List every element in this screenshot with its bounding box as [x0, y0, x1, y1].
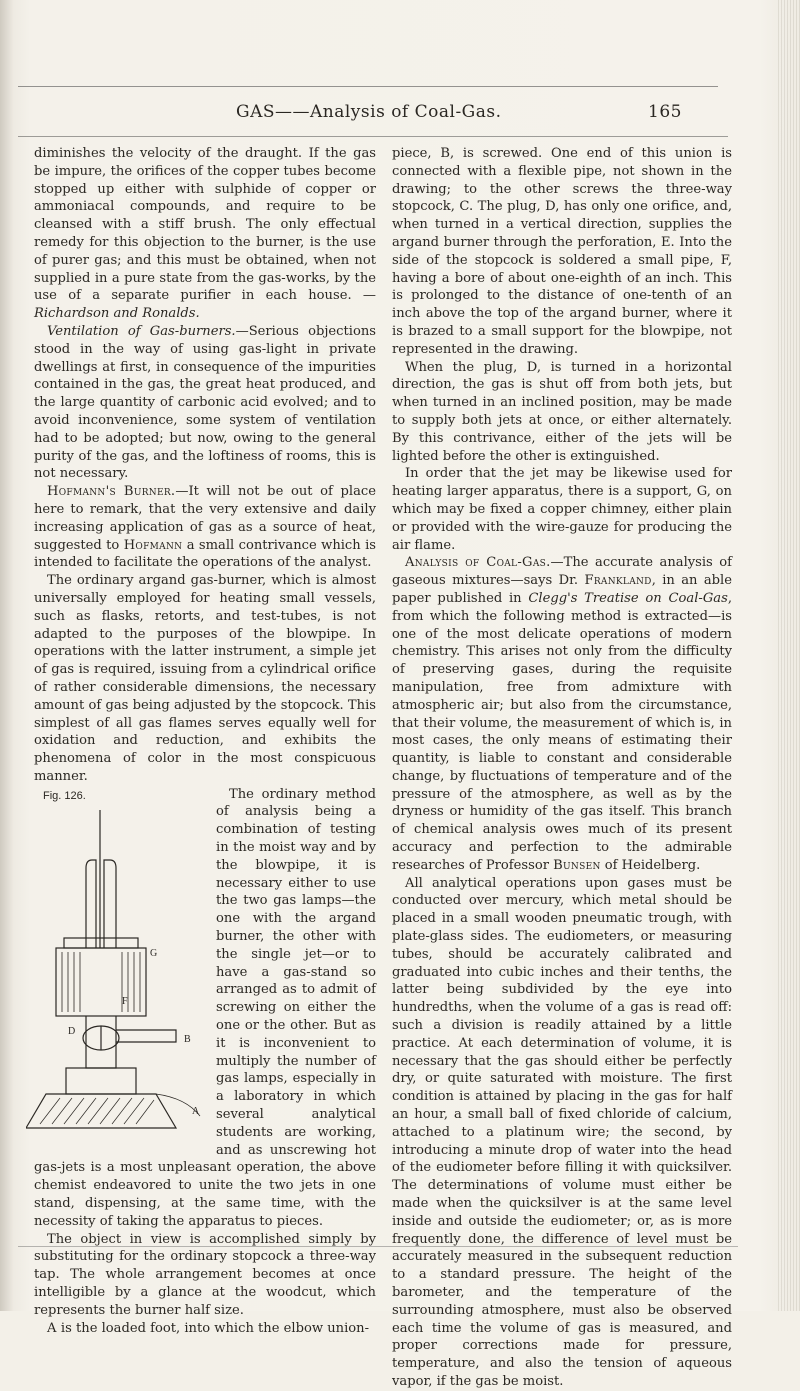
work-title: Clegg's Treatise on Coal-Gas — [528, 590, 728, 606]
paragraph: diminishes the velocity of the draught. If the gas be impure, the orifices of the copper tubes become stopped up either with sulphide of copper or ammoniacal compounds, and require to be cleansed with a stiff brush. The only effectual remedy for this objection to the burner, is the use of purer gas; and this must be obtained, when not supplied in a pure state from the gas-works, by the use of a separate purifier in each house. —Richardson and Ronalds. — [34, 146, 376, 322]
union-pipe — [116, 1030, 176, 1042]
person-name: Hofmann — [123, 537, 183, 553]
header-rule — [18, 136, 728, 137]
person-name: Bunsen — [553, 857, 601, 873]
figure-label: Fig. 126. — [43, 789, 86, 802]
person-name: Frankland — [584, 573, 652, 589]
running-title: GAS——Analysis of Coal-Gas. — [236, 102, 502, 122]
callout-g: G — [150, 947, 158, 959]
page-number: 165 — [648, 102, 682, 122]
paragraph: The object in view is accomplished simply by substituting for the ordinary stopcock a three-way tap. The whole arrangement becomes at once intelligible by a glance at the woodcut, which represents the burner half size. — [34, 1231, 376, 1318]
paragraph: Hofmann's Burner.—It will not be out of place here to remark, that the very extensive and daily increasing application of gas as a source of heat, suggested to Hofmann a small contrivance which is intended to facilitate the operations of the analyst. — [34, 484, 377, 571]
top-rule — [18, 86, 718, 87]
callout-a: A — [192, 1105, 200, 1117]
paragraph: The ordinary argand gas-burner, which is almost universally employed for heating small vessels, such as flasks, retorts, and test-tubes, is not adapted to the purposes of the blowpipe. In operations with the latter instrument, a simple jet of gas is required, issuing from a cylindrical orifice of rather considerable dimensions, the necessary amount of gas being adjusted by the stopcock. This simplest of all gas flames serves equally well for oxidation and reduction, and exhibits the phenomena of color in the most conspicuous manner. — [34, 573, 376, 784]
chimney-support — [56, 948, 146, 1016]
page-binding-shadow — [0, 0, 14, 1311]
callout-f: F — [122, 995, 128, 1007]
bottom-rule — [18, 1246, 738, 1247]
citation: Richardson and Ronalds. — [34, 306, 200, 322]
paragraph: Analysis of Coal-Gas.—The accurate analysis of gaseous mixtures—says Dr. Frankland, in an able paper published in Clegg's Treatise on Coal-Gas, from which the following method is extracted—is one of the most delicate operations of modern chemistry. This arises not only from the difficulty of preserving gases, during the requisite manipulation, free from admixture with atmospheric air; but also from the circumstance, that their volume, the measurement of which is, in most cases, the only means of estimating their quantity, is liable to constant and considerable change, by fluctuations of temperature and of the pressure of the atmosphere, as well as by the dryness or humidity of the gas itself. This branch of chemical analysis owes much of its present accuracy and perfection to the admirable researches of Professor Bunsen of Heidelberg. — [392, 555, 732, 873]
paragraph: Fig. 126. G F D B A The ordinary method of analysis being a combination of testing in the moist way and by the blowpipe, it is necessary either to use the two gas lamps—the one with the argand burner, the other with the single jet—or to have a gas-stand so arranged as to admit of screwing on either the one or the other. But as it is inconvenient to multiply the number of gas lamps, especially in a laboratory in which several analytical students are working, and as unscrewing hot gas-jets is a most unpleasant operation, the above chemist endeavored to unite the two jets in one stand, dispensing, at the same time, with the necessity of taking the apparatus to pieces. — [34, 786, 376, 1231]
section-heading: Hofmann's Burner. — [47, 484, 176, 500]
page-edge — [778, 0, 800, 1311]
section-heading: Ventilation of Gas-burners. — [47, 323, 236, 339]
section-heading: Analysis of Coal-Gas. — [405, 555, 551, 571]
figure-ref: A — [47, 1320, 57, 1336]
paragraph: When the plug, D, is turned in a horizontal direction, the gas is shut off from both jets, but when turned in an inclined position, may be made to supply both jets at once, or either alternately. By this contrivance, either of the jets will be lighted before the other is extinguished. — [392, 359, 732, 464]
paragraph: piece, B, is screwed. One end of this union is connected with a flexible pipe, not shown in the drawing; to the other screws the three-way stopcock, C. The plug, D, has only one orifice, and, when turned in a vertical direction, supplies the argand burner through the perforation, E. Into the side of the stopcock is soldered a small pipe, F, having a bore of about one-eighth of an inch. This is prolonged to the distance of one-tenth of an inch above the top of the argand burner, where it is brazed to a small support for the blowpipe, not represented in the drawing. — [392, 146, 732, 357]
left-column — [34, 145, 376, 1337]
argand-tube — [86, 860, 96, 948]
paragraph: A is the loaded foot, into which the elbow union- — [47, 1320, 370, 1336]
paragraph: All analytical operations upon gases must be conducted over mercury, which metal should be placed in a small wooden pneumatic trough, with plate-glass sides. The eudiometers, or measuring tubes, should be accurately calibrated and graduated into cubic inches and their tenths, the latter being subdivided by the eye into hundredths, when the volume of a gas is read off: such a division is readily attained by a little practice. At each determination of volume, it is necessary that the gas should either be perfectly dry, or quite saturated with moisture. The first condition is attained by placing in the gas for half an hour, a small ball of fixed chloride of calcium, attached to a platinum wire; the second, by introducing a minute drop of water into the head of the eudiometer before filling it with quicksilver. The determinations of volume must either be made when the quicksilver is at the same level inside and outside the eudiometer; or, as is more frequently done, the difference of level must be accurately measured in the subsequent reduction to a standard pressure. The height of the barometer, and the temperature of the surrounding atmosphere, must also be observed each time the volume of gas is measured, and proper corrections made for pressure, temperature, and also the tension of aqueous vapor, if the gas be moist. — [392, 875, 732, 1389]
burner-woodcut — [26, 798, 208, 1148]
paragraph: Ventilation of Gas-burners.—Serious objections stood in the way of using gas-light in private dwellings at first, in consequence of the impurities contained in the gas, the great heat produced, and the large quantity of carbonic acid evolved; and to avoid inconvenience, some system of ventilation had to be adopted; but now, owing to the general purity of the gas, and the loftiness of rooms, this is not necessary. — [34, 323, 376, 482]
figure-126 — [26, 788, 208, 1156]
callout-d: D — [68, 1025, 76, 1037]
right-column — [392, 145, 732, 1391]
callout-b: B — [184, 1033, 191, 1045]
running-header — [0, 100, 800, 130]
paragraph: In order that the jet may be likewise used for heating larger apparatus, there is a support, G, on which may be fixed a copper chimney, either plain or provided with the wire-gauze for producing the air flame. — [392, 466, 732, 553]
